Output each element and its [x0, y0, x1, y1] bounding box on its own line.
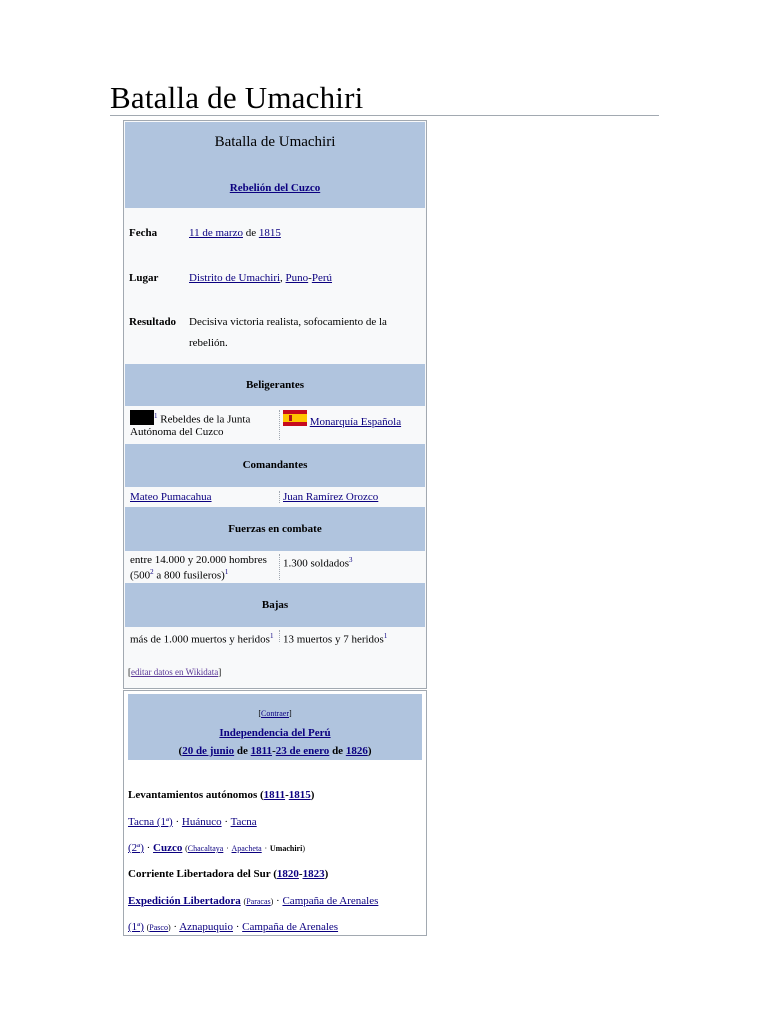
wikidata-edit-link[interactable]: editar datos en Wikidata	[131, 667, 219, 677]
date-de: de	[245, 227, 257, 239]
group1-close: )	[310, 789, 315, 801]
forces-left-a: (500	[130, 569, 151, 582]
forces-left-b: a 800 fusileros)	[153, 569, 225, 582]
end-date-link[interactable]: 23 de enero	[275, 745, 330, 757]
forces-right-text: 1.300 soldados	[283, 557, 349, 570]
dates-de2: de	[332, 745, 344, 757]
casualties-left-ref[interactable]: 1	[269, 632, 274, 640]
tacna-2-link[interactable]: (2ª)	[128, 842, 144, 854]
date-link[interactable]: 11 de marzo	[189, 227, 243, 239]
group2-dash: -	[298, 868, 303, 880]
sep: ·	[146, 842, 151, 854]
paracas-link[interactable]: Paracas	[246, 897, 271, 906]
group2-year2-link[interactable]: 1823	[302, 868, 325, 880]
year-link[interactable]: 1815	[258, 227, 281, 239]
group2-close: )	[324, 868, 329, 880]
sep: ·	[175, 816, 180, 828]
sep: ·	[226, 844, 229, 853]
navbox-title-link[interactable]: Independencia del Perú	[219, 727, 331, 739]
spain-flag-icon	[283, 410, 307, 426]
column-divider	[279, 554, 280, 580]
pumacahua-link[interactable]: Mateo Pumacahua	[130, 491, 212, 503]
column-divider	[279, 410, 280, 440]
fuerzas-header: Fuerzas en combate	[125, 507, 425, 551]
sep: ·	[276, 895, 280, 907]
fecha-value	[189, 223, 419, 244]
apacheta-link[interactable]: Apacheta	[231, 844, 262, 853]
paren-close: )	[167, 923, 171, 932]
group2-year1-link[interactable]: 1820	[276, 868, 299, 880]
commander-left	[130, 491, 212, 503]
column-divider	[279, 630, 280, 642]
expedicion-link[interactable]: Expedición Libertadora	[128, 895, 241, 907]
paren-close: )	[270, 897, 274, 906]
ramirez-link[interactable]: Juan Ramírez Orozco	[283, 491, 379, 503]
group1-year2-link[interactable]: 1815	[288, 789, 311, 801]
forces-right-ref[interactable]: 3	[349, 556, 353, 564]
arenales-1-link[interactable]: (1ª)	[128, 921, 144, 933]
lugar-comma: ,	[280, 272, 283, 284]
nav-row-3	[128, 895, 378, 907]
navbox-header	[128, 694, 422, 760]
casualties-right-ref[interactable]: 1	[383, 632, 388, 640]
dates-close: )	[367, 745, 372, 757]
resultado-label: Resultado	[129, 316, 177, 328]
forces-left-line2	[130, 566, 278, 582]
group2-label: Corriente Libertadora del Sur (	[128, 868, 277, 880]
navbox-dates	[128, 745, 422, 757]
group-corriente	[128, 868, 328, 880]
cuzco-link[interactable]: Cuzco	[153, 842, 183, 854]
forces-left	[130, 554, 278, 582]
collapse-close: ]	[289, 709, 292, 718]
arenales-link[interactable]: Campaña de Arenales	[282, 895, 379, 907]
casualties-right-text: 13 muertos y 7 heridos	[283, 633, 384, 646]
nav-row-4	[128, 921, 338, 933]
wikidata-edit	[128, 666, 221, 678]
huanuco-link[interactable]: Huánuco	[181, 816, 222, 828]
collapse-open: [	[258, 709, 261, 718]
forces-ref-b[interactable]: 1	[224, 568, 229, 576]
paren-open: (	[146, 923, 150, 932]
tacna-1-link[interactable]: Tacna (1ª)	[128, 816, 173, 828]
commander-right	[283, 491, 378, 503]
umachiri-current: Umachiri	[269, 844, 303, 853]
casualties-right	[283, 630, 387, 646]
group1-label: Levantamientos autónomos (	[128, 789, 264, 801]
paren-open: (	[185, 844, 188, 853]
nav-row-1	[128, 816, 257, 828]
sep: ·	[264, 844, 268, 853]
conflict-link[interactable]: Rebelión del Cuzco	[229, 182, 321, 194]
beligerantes-header: Beligerantes	[125, 364, 425, 406]
group-levantamientos	[128, 789, 314, 801]
collapse-link[interactable]: Contraer	[261, 709, 289, 718]
navbox	[123, 690, 427, 936]
resultado-value: Decisiva victoria realista, sofocamiento de la rebelión.	[189, 316, 387, 349]
rebel-flag-icon	[130, 410, 154, 425]
puno-link[interactable]: Puno	[285, 272, 309, 284]
paren-close: )	[302, 844, 305, 853]
end-year-link[interactable]: 1826	[345, 745, 368, 757]
casualties-left-text: más de 1.000 muertos y heridos	[130, 633, 270, 646]
nav-row-2	[128, 842, 305, 854]
aznapuquio-link[interactable]: Aznapuquio	[179, 921, 233, 933]
wikidata-close: ]	[218, 667, 222, 677]
belligerent-left-ref[interactable]: 1	[154, 412, 158, 420]
sep: ·	[235, 921, 240, 933]
forces-right	[283, 554, 353, 570]
dates-dash: -	[272, 745, 276, 757]
sep: ·	[224, 816, 229, 828]
wikidata-open: [	[128, 667, 131, 677]
belligerent-right	[283, 410, 423, 426]
peru-link[interactable]: Perú	[311, 272, 333, 284]
infobox-header	[125, 122, 425, 208]
sep: ·	[173, 921, 178, 933]
dates-open: (	[178, 745, 183, 757]
start-date-link[interactable]: 20 de junio	[182, 745, 235, 757]
arenales-2-link[interactable]: Campaña de Arenales	[242, 921, 339, 933]
group1-year1-link[interactable]: 1811	[263, 789, 286, 801]
bajas-header: Bajas	[125, 583, 425, 627]
district-link[interactable]: Distrito de Umachiri	[189, 272, 281, 284]
infobox-title: Batalla de Umachiri	[214, 134, 336, 150]
lugar-label: Lugar	[129, 272, 159, 284]
dates-de1: de	[236, 745, 248, 757]
lugar-dash: -	[308, 272, 312, 284]
infobox	[123, 120, 427, 689]
belligerent-left	[130, 410, 278, 438]
monarquia-link[interactable]: Monarquía Española	[309, 416, 402, 428]
column-divider	[279, 491, 280, 503]
group1-dash: -	[285, 789, 289, 801]
fecha-label: Fecha	[129, 227, 158, 239]
chacaltaya-link[interactable]: Chacaltaya	[187, 844, 224, 853]
comandantes-header: Comandantes	[125, 444, 425, 487]
page-title: Batalla de Umachiri	[110, 80, 364, 115]
paren-open: (	[243, 897, 247, 906]
start-year-link[interactable]: 1811	[250, 745, 273, 757]
lugar-value	[189, 268, 419, 289]
pasco-link[interactable]: Pasco	[149, 923, 168, 932]
tacna-link[interactable]: Tacna	[230, 816, 257, 828]
forces-ref-a[interactable]: 2	[150, 568, 154, 576]
title-divider	[110, 115, 659, 116]
belligerent-left-text: Rebeldes de la Junta Autónoma del Cuzco	[130, 413, 251, 438]
collapse-control	[128, 709, 422, 718]
casualties-left	[130, 630, 273, 646]
forces-left-line1: entre 14.000 y 20.000 hombres	[130, 554, 267, 566]
